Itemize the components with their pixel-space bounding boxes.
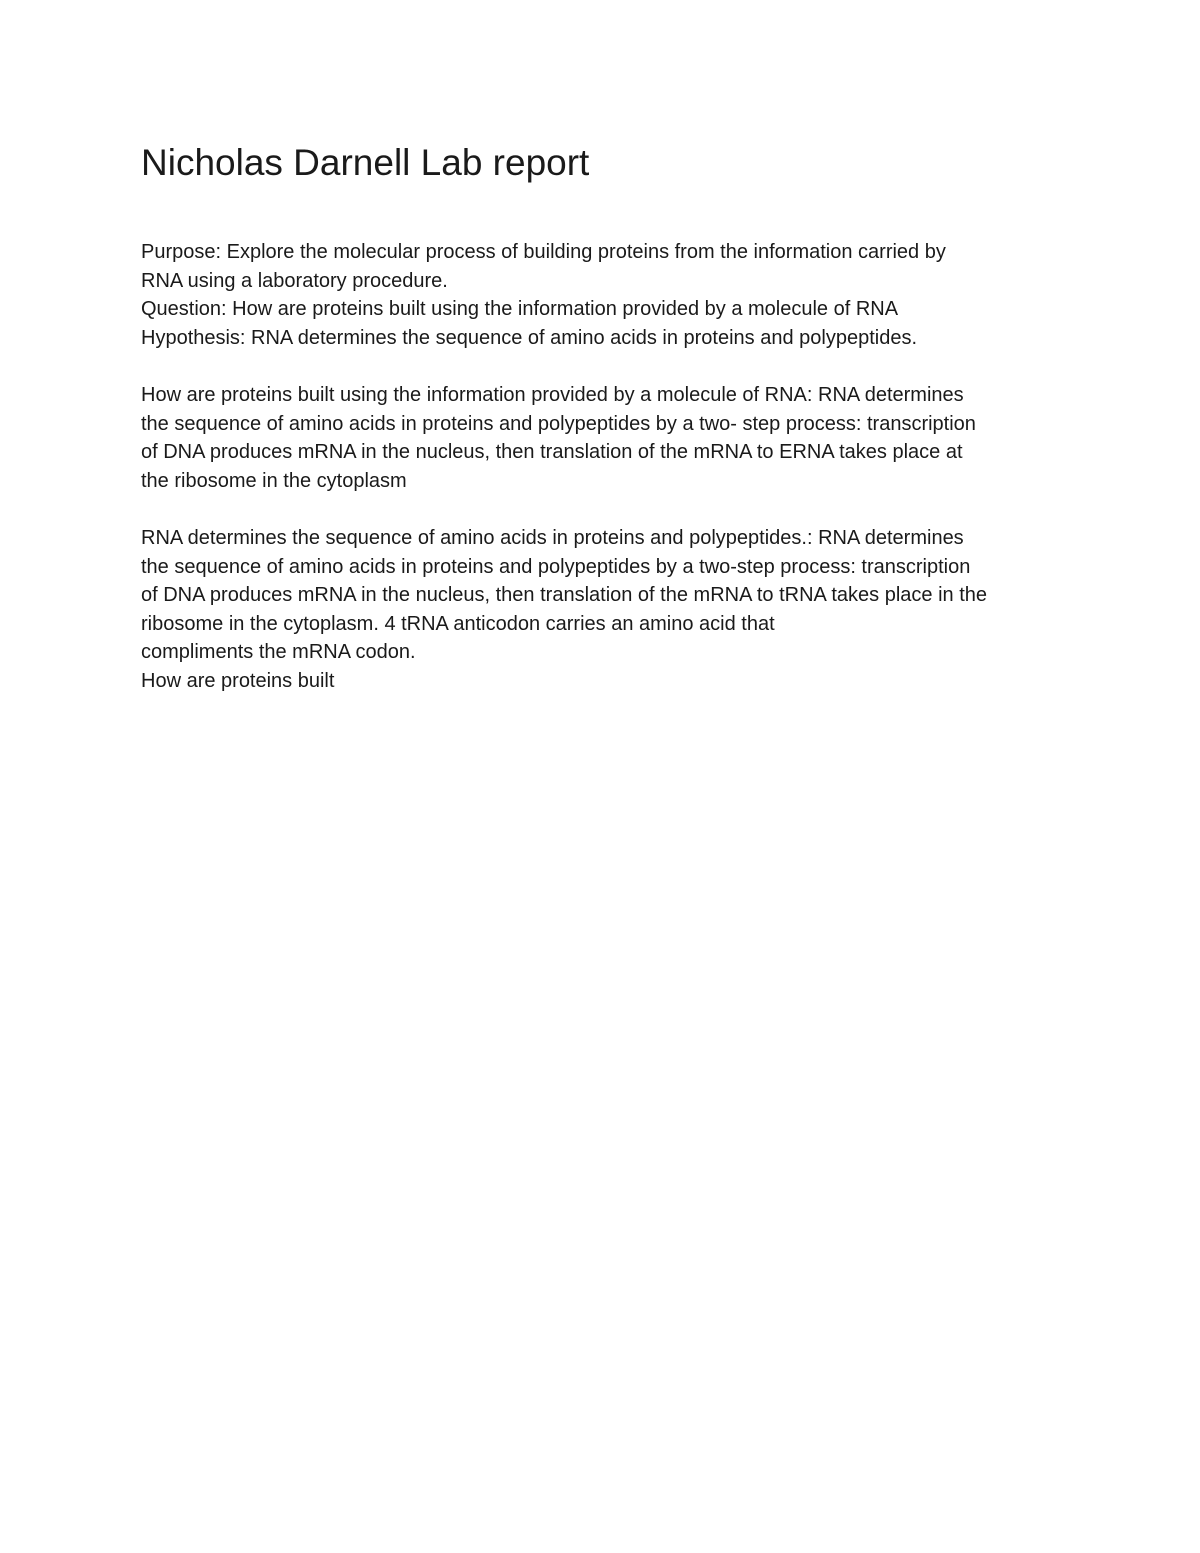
paragraph-line: How are proteins built using the information provided by a molecule of RNA: RNA determines: [141, 384, 964, 406]
paragraph-line: Question: How are proteins built using the information provided by a molecule of RNA: [141, 298, 899, 320]
hypothesis-explanation-paragraph: [141, 524, 1081, 695]
paragraph-line: Hypothesis: RNA determines the sequence of amino acids in proteins and polypeptides.: [141, 326, 918, 349]
paragraph-line: the sequence of amino acids in proteins and polypeptides by a two- step process: transcription: [141, 412, 976, 435]
question-answer-paragraph: [141, 381, 1081, 495]
paragraph-line: of DNA produces mRNA in the nucleus, then translation of the mRNA to ERNA takes place at: [141, 441, 963, 463]
paragraph-line: RNA using a laboratory procedure.: [141, 269, 448, 292]
paragraph-line: How are proteins built: [141, 669, 335, 692]
paragraph-line: RNA determines the sequence of amino acids in proteins and polypeptides.: RNA determines: [141, 527, 964, 549]
paragraph-line: the ribosome in the cytoplasm: [141, 469, 407, 492]
paragraph-line: compliments the mRNA codon.: [141, 641, 416, 663]
paragraph-line: of DNA produces mRNA in the nucleus, then translation of the mRNA to tRNA takes place in the: [141, 584, 987, 606]
page-title: Nicholas Darnell Lab report: [141, 142, 590, 183]
paragraph-line: the sequence of amino acids in proteins and polypeptides by a two-step process: transcription: [141, 555, 971, 578]
paragraph-line: Purpose: Explore the molecular process of building proteins from the information carried by: [141, 241, 946, 263]
purpose-question-hypothesis-paragraph: [141, 238, 1081, 352]
paragraph-line: ribosome in the cytoplasm. 4 tRNA anticodon carries an amino acid that: [141, 612, 775, 635]
